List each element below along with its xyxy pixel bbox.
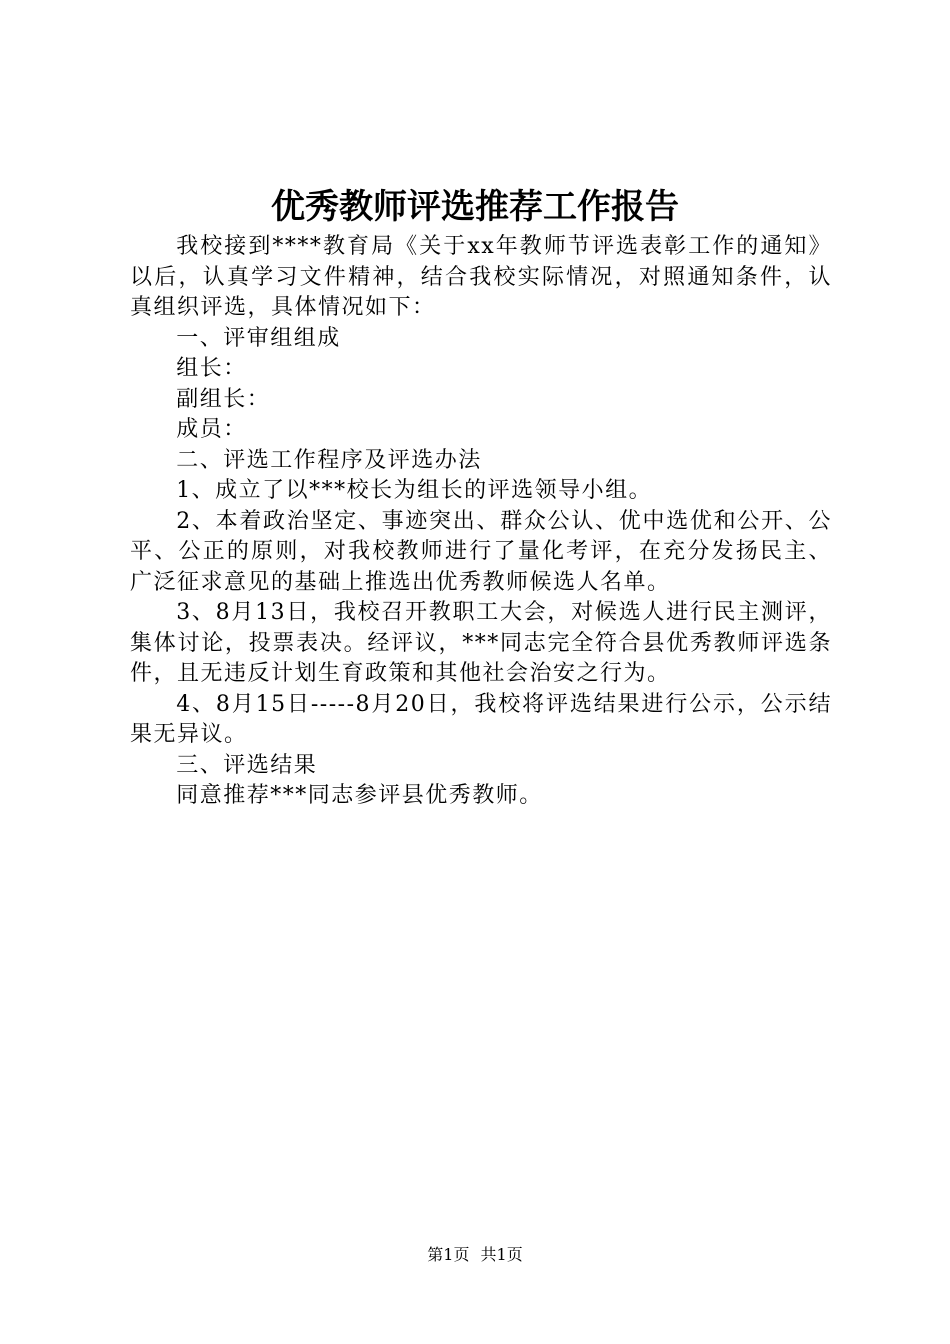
procedure-item-3: 3、8月13日，我校召开教职工大会，对候选人进行民主测评，集体讨论，投票表决。经评议，***同志完全符合县优秀教师评选条件，且无违反计划生育政策和其他社会治安之行为。 xyxy=(130,600,832,686)
section-heading-committee: 一、评审组组成 xyxy=(176,325,341,351)
page-number-total: 共1页 xyxy=(480,1245,523,1264)
page-footer xyxy=(0,1244,950,1266)
committee-members: 成员： xyxy=(176,417,247,442)
document-body xyxy=(130,232,832,812)
paragraph-intro: 我校接到****教育局《关于xx年教师节评选表彰工作的通知》以后，认真学习文件精神，结合我校实际情况，对照通知条件，认真组织评选，具体情况如下： xyxy=(130,234,832,320)
section-heading-procedure: 二、评选工作程序及评选办法 xyxy=(176,447,482,473)
procedure-item-1: 1、成立了以***校长为组长的评选领导小组。 xyxy=(176,478,653,503)
procedure-item-2: 2、本着政治坚定、事迹突出、群众公认、优中选优和公开、公平、公正的原则，对我校教师进行了量化考评，在充分发扬民主、广泛征求意见的基础上推选出优秀教师候选人名单。 xyxy=(130,508,832,595)
committee-leader: 组长： xyxy=(176,356,247,381)
section-heading-result: 三、评选结果 xyxy=(176,752,318,778)
page-number-current: 第1页 xyxy=(427,1245,470,1264)
procedure-item-4: 4、8月15日-----8月20日，我校将评选结果进行公示，公示结果无异议。 xyxy=(130,691,832,747)
committee-deputy-leader: 副组长： xyxy=(176,386,271,412)
document-title: 优秀教师评选推荐工作报告 xyxy=(271,187,679,227)
result-text: 同意推荐***同志参评县优秀教师。 xyxy=(176,783,543,808)
